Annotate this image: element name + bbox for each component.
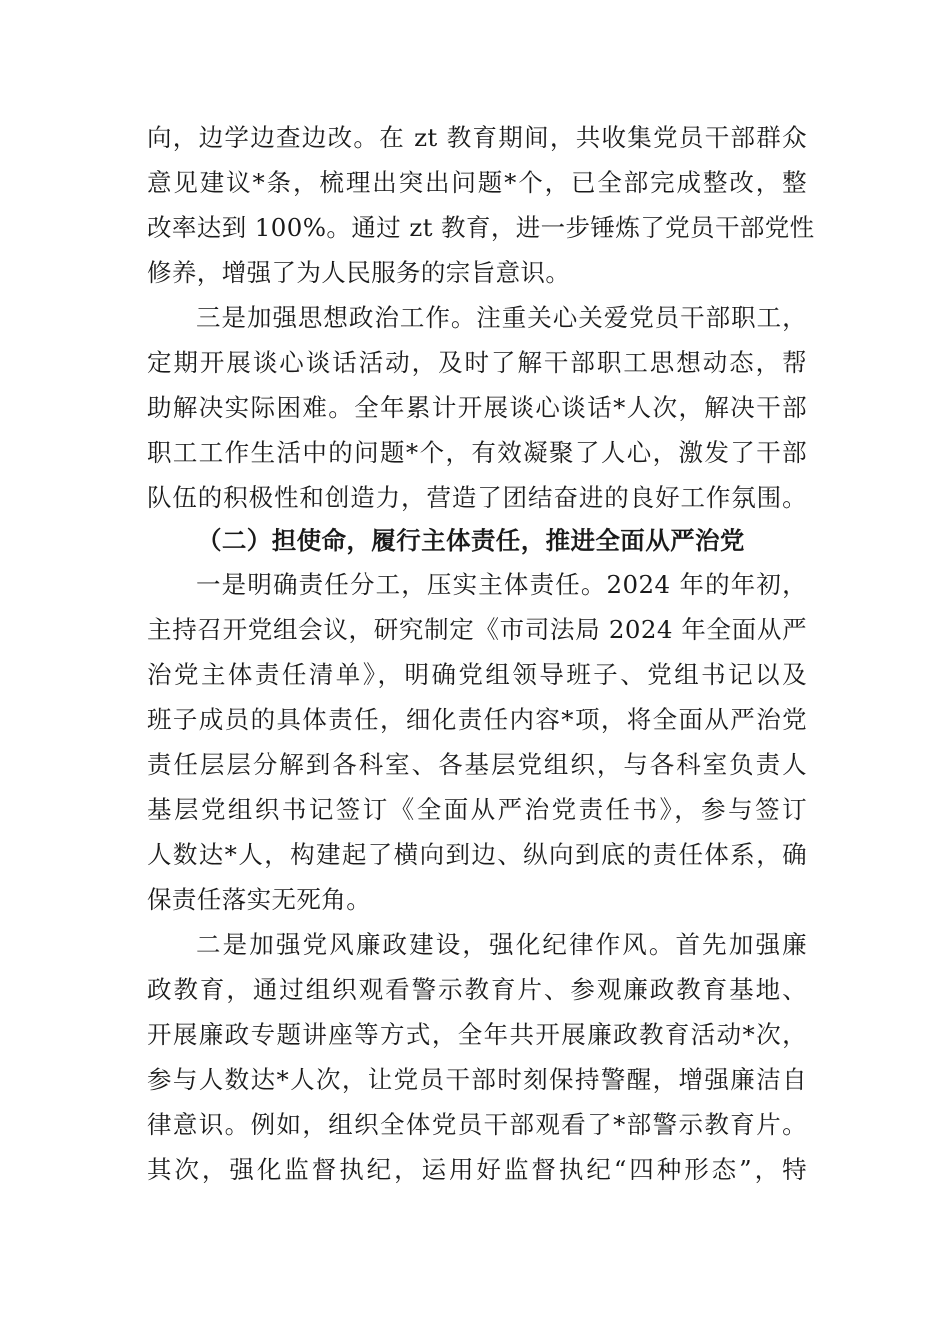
- text-line: 参与人数达*人次，让党员干部时刻保持警醒，增强廉洁自: [147, 1065, 807, 1094]
- text-line: 班子成员的具体责任，细化责任内容*项，将全面从严治党: [147, 705, 807, 734]
- text-line: 向，边学边查边改。在 zt 教育期间，共收集党员干部群众: [147, 123, 807, 152]
- text-line: 保责任落实无死角。: [147, 885, 372, 914]
- text-line: 律意识。例如，组织全体党员干部观看了*部警示教育片。: [147, 1110, 807, 1139]
- section-heading: （二）担使命，履行主体责任，推进全面从严治党: [197, 526, 745, 555]
- text-line: 助解决实际困难。全年累计开展谈心谈话*人次，解决干部: [147, 393, 807, 422]
- text-line: 政教育，通过组织观看警示教育片、参观廉政教育基地、: [147, 975, 807, 1004]
- text-line: 人数达*人，构建起了横向到边、纵向到底的责任体系，确: [147, 840, 807, 869]
- text-line: 改率达到 100%。通过 zt 教育，进一步锤炼了党员干部党性: [147, 213, 815, 242]
- paragraph-first-line: 二是加强党风廉政建设，强化纪律作风。首先加强廉: [196, 930, 807, 959]
- text-line: 主持召开党组会议，研究制定《市司法局 2024 年全面从严: [147, 615, 807, 644]
- text-line: 基层党组织书记签订《全面从严治党责任书》，参与签订: [147, 795, 807, 824]
- text-line: 开展廉政专题讲座等方式，全年共开展廉政教育活动*次，: [147, 1020, 807, 1049]
- text-line: 治党主体责任清单》，明确党组领导班子、党组书记以及: [147, 660, 807, 689]
- paragraph-first-line: 三是加强思想政治工作。注重关心关爱党员干部职工，: [196, 303, 807, 332]
- text-line: 其次，强化监督执纪，运用好监督执纪“四种形态”，特: [147, 1155, 807, 1184]
- text-line: 意见建议*条，梳理出突出问题*个，已全部完成整改，整: [147, 168, 807, 197]
- text-line: 队伍的积极性和创造力，营造了团结奋进的良好工作氛围。: [147, 483, 807, 512]
- paragraph-first-line: 一是明确责任分工，压实主体责任。2024 年的年初，: [196, 570, 807, 599]
- text-line: 修养，增强了为人民服务的宗旨意识。: [147, 258, 571, 287]
- text-line: 定期开展谈心谈话活动，及时了解干部职工思想动态，帮: [147, 348, 807, 377]
- text-line: 职工工作生活中的问题*个，有效凝聚了人心，激发了干部: [147, 438, 807, 467]
- text-line: 责任层层分解到各科室、各基层党组织，与各科室负责人: [147, 750, 807, 779]
